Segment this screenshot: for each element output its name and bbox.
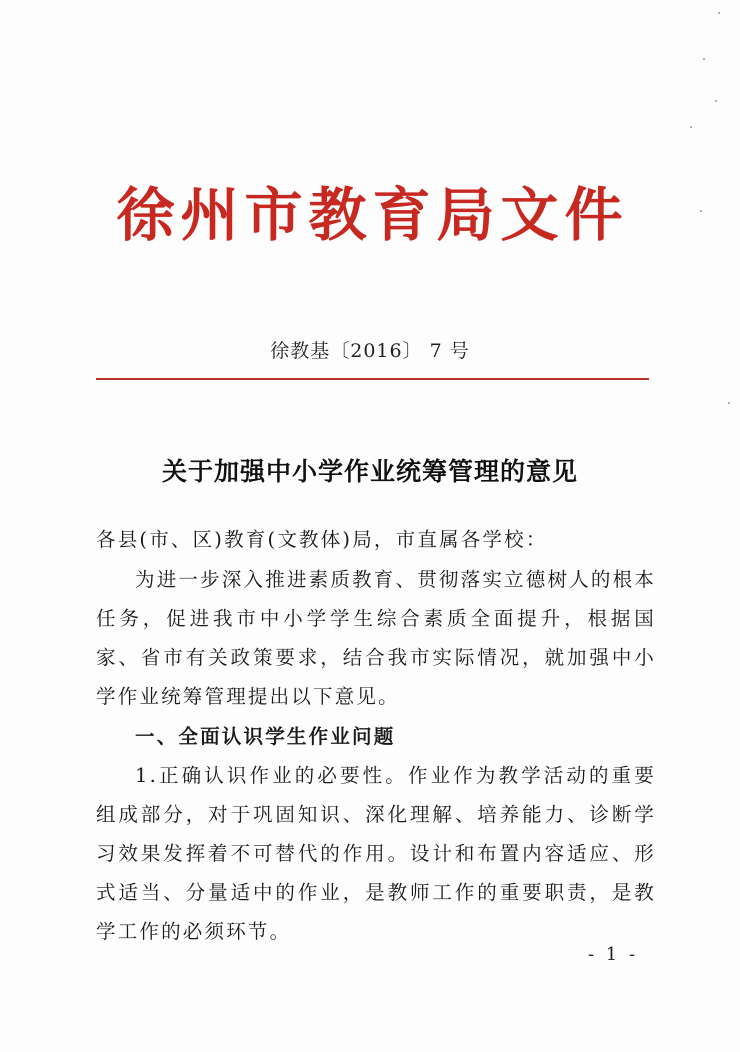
addressee-line: 各县(市、区)教育(文教体)局，市直属各学校： — [96, 528, 548, 551]
issuing-authority-title: 徐州市教育局文件 — [116, 181, 629, 249]
page-number: - 1 - — [588, 944, 639, 965]
document-number: 徐教基〔2016〕 7 号 — [270, 340, 470, 362]
section-heading: 一、全面认识学生作业问题 — [135, 725, 396, 748]
scan-speck — [718, 12, 720, 14]
scan-speck — [700, 210, 702, 212]
intro-paragraph: 为进一步深入推进素质教育、贯彻落实立德树人的根本任务，促进我市中小学学生综合素质全面提升，根据国家、省市有关政策要求，结合我市实际情况，就加强中小学作业统筹管理提出以下意见。 — [96, 568, 656, 708]
red-divider-line — [96, 378, 649, 380]
scan-speck — [728, 402, 730, 404]
scan-speck — [715, 100, 717, 102]
body-paragraph: 1.正确认识作业的必要性。作业作为教学活动的重要组成部分，对于巩固知识、深化理解、培养能力、诊断学习效果发挥着不可替代的作用。设计和布置内容适应、形式适当、分量适中的作业，是教师工作的重要职责，是教学工作的必须环节。 — [96, 764, 656, 943]
scan-speck — [690, 126, 692, 128]
scan-speck — [703, 58, 705, 60]
document-title: 关于加强中小学作业统筹管理的意见 — [161, 457, 578, 486]
